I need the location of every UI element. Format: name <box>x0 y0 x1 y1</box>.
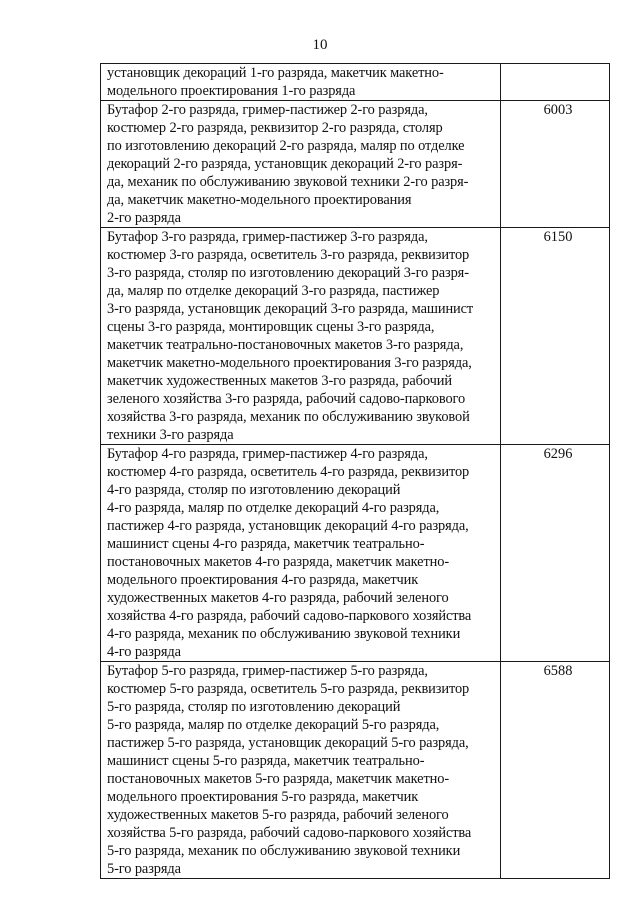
profession-text-line: 4-го разряда, столяр по изготовлению декораций <box>107 482 401 498</box>
profession-text-line: 3-го разряда, установщик декораций 3-го разряда, машинист <box>107 301 474 317</box>
page-number: 10 <box>312 37 328 53</box>
profession-text-line: 5-го разряда, столяр по изготовлению декораций <box>107 699 401 715</box>
profession-text-line: художественных макетов 4-го разряда, рабочий зеленого <box>107 590 449 606</box>
profession-text-line: 5-го разряда, маляр по отделке декораций 5-го разряда, <box>107 717 440 733</box>
table-row <box>101 662 610 879</box>
profession-text-line: модельного проектирования 4-го разряда, макетчик <box>107 572 419 588</box>
profession-text-line: костюмер 3-го разряда, осветитель 3-го разряда, реквизитор <box>107 247 470 263</box>
table-row <box>101 64 610 101</box>
profession-text-line: машинист сцены 4-го разряда, макетчик театрально- <box>107 536 425 552</box>
profession-text-line: постановочных макетов 4-го разряда, макетчик макетно- <box>107 554 450 570</box>
profession-text-line: макетчик макетно-модельного проектирования 3-го разряда, <box>107 355 472 371</box>
profession-text-line: 5-го разряда, механик по обслуживанию звуковой техники <box>107 843 461 859</box>
profession-text-line: да, маляр по отделке декораций 3-го разряда, пастижер <box>107 283 440 299</box>
salary-value-cell <box>501 64 610 101</box>
profession-text-line: постановочных макетов 5-го разряда, макетчик макетно- <box>107 771 450 787</box>
profession-text-line: декораций 2-го разряда, установщик декораций 2-го разря- <box>107 156 463 172</box>
profession-text-line: техники 3-го разряда <box>107 427 234 443</box>
profession-text-line: модельного проектирования 1-го разряда <box>107 83 356 99</box>
salary-value-cell: 6296 <box>501 445 610 662</box>
profession-text-line: художественных макетов 5-го разряда, рабочий зеленого <box>107 807 449 823</box>
profession-list-cell <box>101 445 501 662</box>
profession-text-line: костюмер 5-го разряда, осветитель 5-го разряда, реквизитор <box>107 681 470 697</box>
profession-text-line: костюмер 4-го разряда, осветитель 4-го разряда, реквизитор <box>107 464 470 480</box>
profession-text-line: Бутафор 2-го разряда, гример-пастижер 2-го разряда, <box>107 102 428 118</box>
profession-text-line: Бутафор 3-го разряда, гример-пастижер 3-го разряда, <box>107 229 428 245</box>
profession-text-line: макетчик художественных макетов 3-го разряда, рабочий <box>107 373 452 389</box>
profession-text-line: 4-го разряда, механик по обслуживанию звуковой техники <box>107 626 461 642</box>
profession-text-line: установщик декораций 1-го разряда, макетчик макетно- <box>107 65 444 81</box>
profession-text-line: 4-го разряда <box>107 644 181 660</box>
profession-text-line: хозяйства 3-го разряда, механик по обслуживанию звуковой <box>107 409 470 425</box>
profession-text-line: 3-го разряда, столяр по изготовлению декораций 3-го разря- <box>107 265 469 281</box>
profession-list-cell <box>101 228 501 445</box>
profession-text-line: машинист сцены 5-го разряда, макетчик театрально- <box>107 753 425 769</box>
profession-text-line: 4-го разряда, маляр по отделке декораций 4-го разряда, <box>107 500 440 516</box>
profession-list-cell <box>101 64 501 101</box>
profession-text-line: да, механик по обслуживанию звуковой техники 2-го разря- <box>107 174 469 190</box>
profession-text-line: макетчик театрально-постановочных макетов 3-го разряда, <box>107 337 464 353</box>
table-row <box>101 445 610 662</box>
profession-text-line: костюмер 2-го разряда, реквизитор 2-го разряда, столяр <box>107 120 443 136</box>
profession-text-line: зеленого хозяйства 3-го разряда, рабочий садово-паркового <box>107 391 466 407</box>
profession-text-line: сцены 3-го разряда, монтировщик сцены 3-го разряда, <box>107 319 435 335</box>
salary-value-cell: 6003 <box>501 101 610 228</box>
profession-text-line: модельного проектирования 5-го разряда, макетчик <box>107 789 419 805</box>
profession-text-line: да, макетчик макетно-модельного проектирования <box>107 192 412 208</box>
profession-text-line: пастижер 4-го разряда, установщик декораций 4-го разряда, <box>107 518 469 534</box>
profession-text-line: Бутафор 5-го разряда, гример-пастижер 5-го разряда, <box>107 663 428 679</box>
table-row <box>101 228 610 445</box>
profession-text-line: 2-го разряда <box>107 210 181 226</box>
profession-text-line: хозяйства 4-го разряда, рабочий садово-паркового хозяйства <box>107 608 472 624</box>
profession-text-line: Бутафор 4-го разряда, гример-пастижер 4-го разряда, <box>107 446 428 462</box>
profession-text-line: 5-го разряда <box>107 861 181 877</box>
profession-text-line: хозяйства 5-го разряда, рабочий садово-паркового хозяйства <box>107 825 472 841</box>
salary-value-cell: 6150 <box>501 228 610 445</box>
salary-value-cell: 6588 <box>501 662 610 879</box>
table-row <box>101 101 610 228</box>
salary-rates-table <box>100 63 610 879</box>
profession-text-line: по изготовлению декораций 2-го разряда, маляр по отделке <box>107 138 465 154</box>
profession-list-cell <box>101 662 501 879</box>
profession-text-line: пастижер 5-го разряда, установщик декораций 5-го разряда, <box>107 735 469 751</box>
profession-list-cell <box>101 101 501 228</box>
